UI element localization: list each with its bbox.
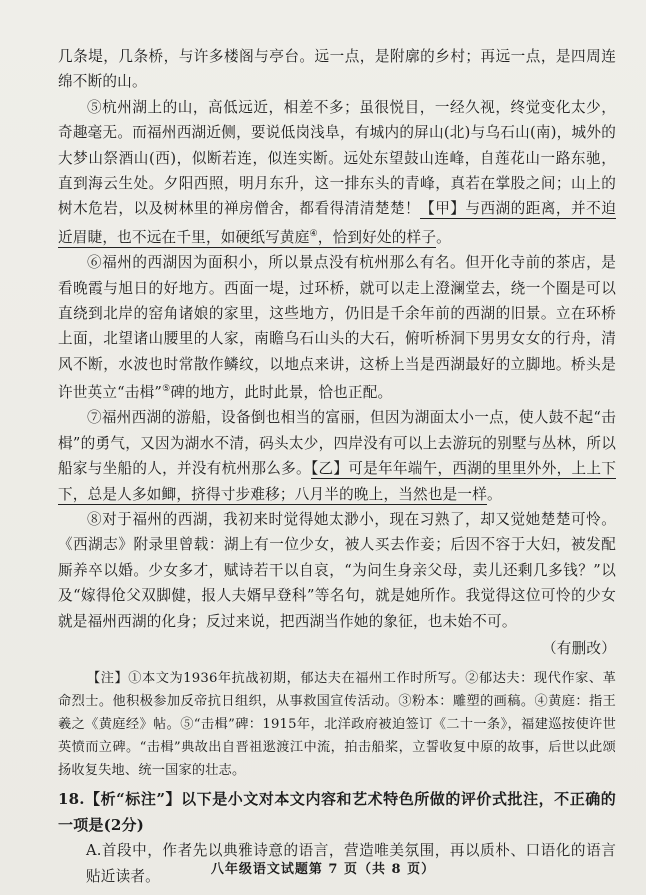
- paragraph-5-text: ⑤杭州湖上的山，高低远近，相差不多；虽很悦目，一经久视，终觉变化太少，奇趣毫无。而福州西湖近侧，要说低岗浅阜，有城内的屏山(北)与乌石山(南)，城外的大梦山祭酒山(西)，似断若连，似连实断。远处东望鼓山连峰，自莲花山一路东驰，直到海云生处。夕阳西照，明月东升，这一排东头的青峰，真若在掌股之间；山上的树木危岩，以及树林里的禅房僧舍，都看得清清楚楚！: [58, 98, 616, 218]
- paragraph-6-end: 碑的地方，此时此景，恰也正配。: [170, 384, 393, 401]
- option-a: A.首段中，作者先以典雅诗意的语言，营造唯美氛围，再以质朴、口语化的语言贴近读者。: [86, 842, 616, 885]
- paragraph-7-end: 。: [487, 485, 502, 503]
- page-footer: 八年级语文试题第 7 页（共 8 页）: [210, 862, 436, 877]
- paragraph-6: [58, 250, 616, 405]
- paragraph-5-end: 。: [436, 228, 451, 246]
- source-note: （有删改）: [542, 640, 616, 658]
- reading-passage: [58, 44, 616, 889]
- paragraph-8: ⑧对于福州的西湖，我初来时觉得她太渺小，现在习熟了，却又觉她楚楚可怜。《西湖志》附录里曾载：湖上有一位少女，被人买去作妾；后因不容于大妇，被发配厮养卒以婚。少女多才，赋诗若干以自哀，“为问生身亲父母，卖儿还剩几多钱？”以及“嫁得伧父双脚健，报人夫婿早登科”等名句，就是她所作。我觉得这位可怜的少女就是福州西湖的化身；反过来说，把西湖当作她的象征，也未始不可。: [58, 511, 616, 630]
- paragraph-5: [58, 95, 616, 250]
- paragraph-7: [58, 405, 616, 507]
- footnotes: [58, 667, 616, 782]
- footnotes-text: 【注】①本文为1936年抗战初期，郁达夫在福州工作时所写。②郁达夫：现代作家、革命烈士。他积极参加反帝抗日组织，从事救国宣传活动。③粉本：雕塑的画稿。④黄庭：指王羲之《黄庭经》帖。⑤“击楫”碑：1915年，北洋政府被迫签订《二十一条》，福建巡按使许世英愤而立碑。“击楫”典故出自晋祖逖渡江中流，拍击船桨，立誓收复中原的故事，后世以此颂扬收复失地、统一国家的壮志。: [58, 671, 616, 779]
- paragraph-6-text: ⑥福州的西湖因为面积小，所以景点没有杭州那么有名。但开化寺前的茶店，是看晚霞与旭日的好地方。西面一堤，过环桥，就可以走上澄澜堂去，绕一个圈是可以直绕到北岸的窑角诸娘的家里，这些地方，仍旧是千余年前的西湖的旧景。立在环桥上面，北望诸山腰里的人家，南瞻乌石山头的大石，俯听桥洞下男男女女的行舟，清风不断，水波也时常散作鳞纹，以地点来讲，这桥上当是西湖最好的立脚地。桥头是许世英立“击楫”: [58, 254, 616, 401]
- underlined-sentence-jia-text-2: ，恰到好处的样子: [317, 228, 437, 246]
- footnote-marker-5: ⑤: [162, 384, 171, 395]
- question-18-stem: 18.【析“标注”】以下是小文对本文内容和艺术特色所做的评价式批注，不正确的一项是(2分): [58, 790, 616, 835]
- paragraph-7-text: ⑦福州西湖的游船，设备倒也相当的富丽，但因为湖面太小一点，使人鼓不起“击楫”的勇气，又因为湖水不清，码头太少，四岸没有可以上去游玩的别墅与丛林，所以船家与坐船的人，并没有杭州那么多。: [58, 409, 616, 478]
- footnote-marker-4: ④: [309, 228, 318, 239]
- paragraph-intro-continued: 几条堤，几条桥，与许多楼阁与亭台。远一点，是附廓的乡村；再远一点，是四周连绵不断的山。: [58, 48, 616, 91]
- underlined-sentence-yi: 【乙】可是年年端午，西湖的里里外外，上上下下，总是人多如鲫，挤得寸步难移；八月半的晚上，当然也是一样: [58, 460, 616, 503]
- underlined-sentence-jia-text: 【甲】与西湖的距离，并不迫近眉睫，也不远在千里，如硬纸写黄庭: [58, 200, 616, 246]
